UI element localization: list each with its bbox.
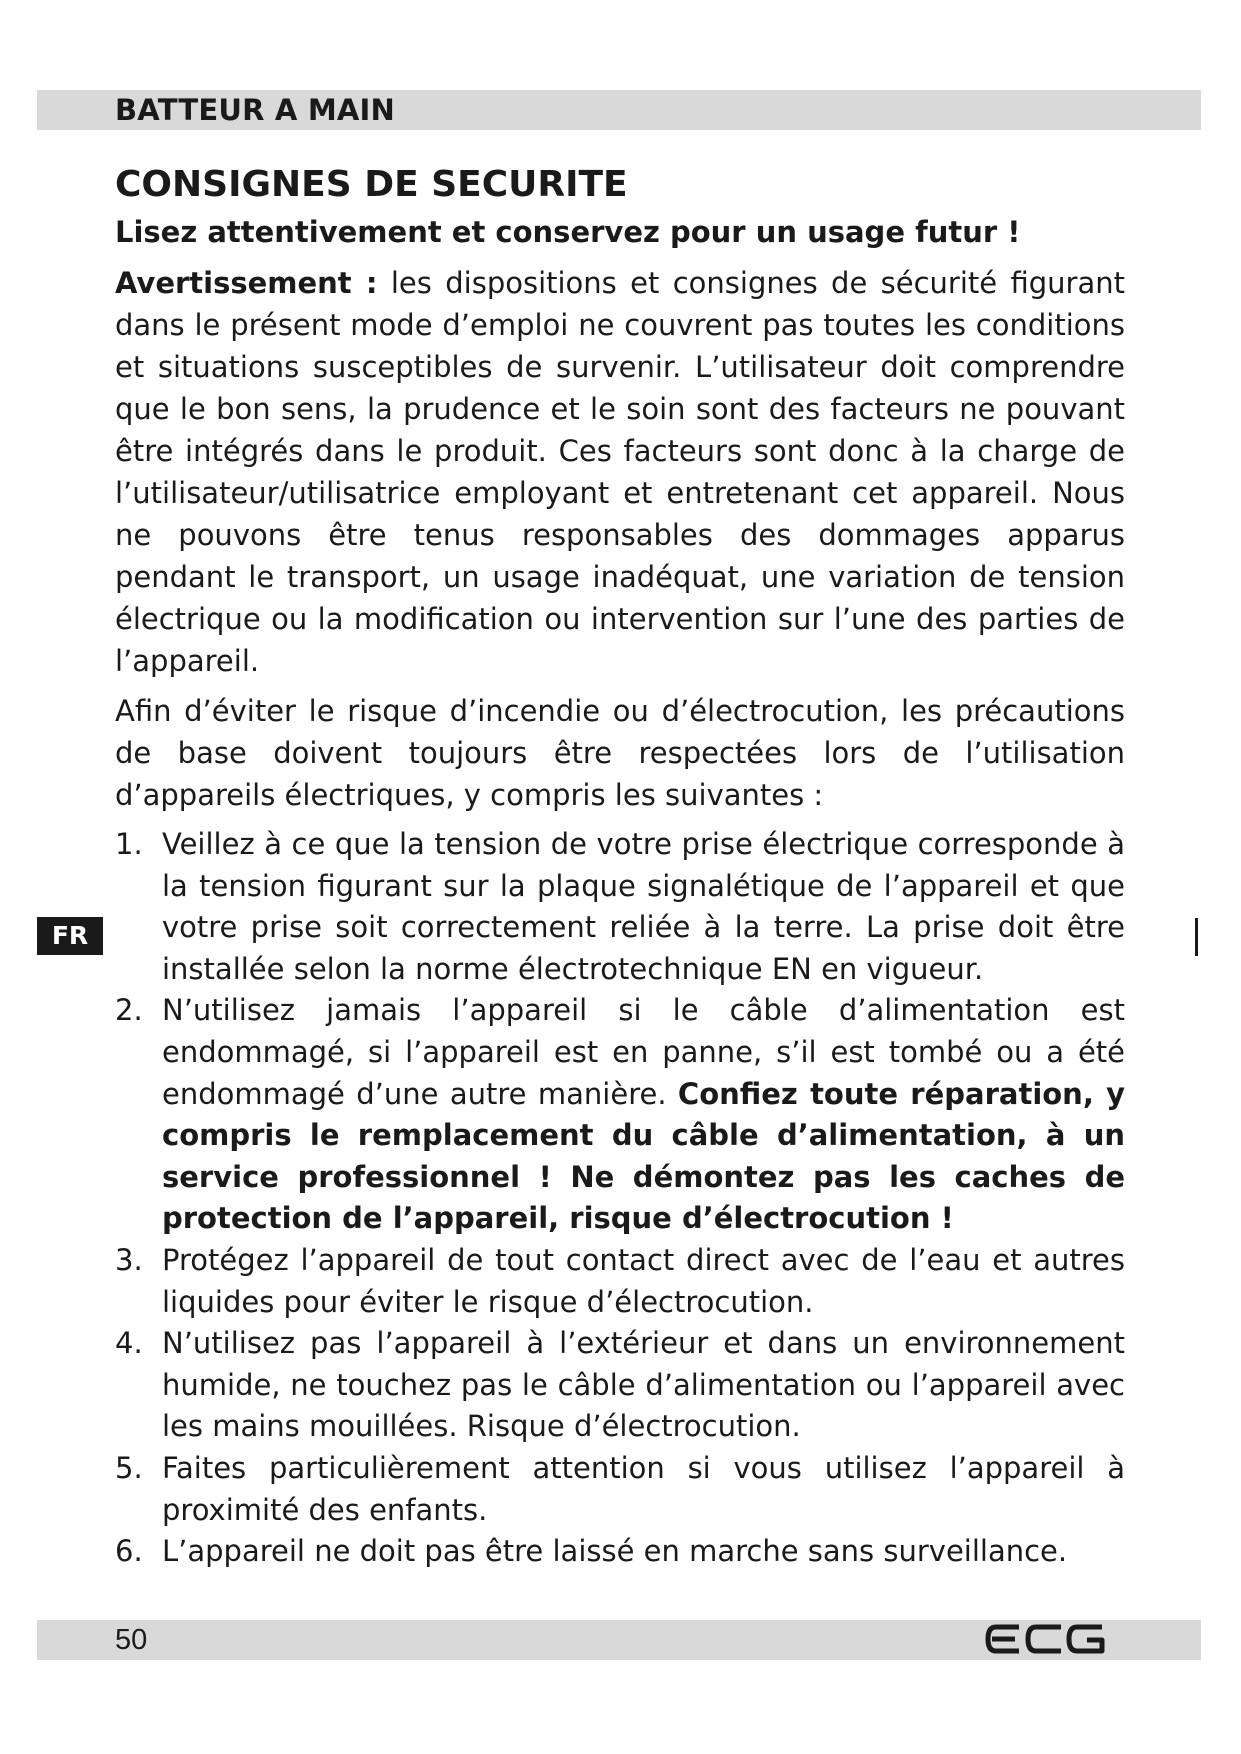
item-text: N’utilisez pas l’appareil à l’extérieur et dans un environnement humide, ne touchez pas le câble d’alimentation ou l’appareil avec les mains mouillées. Risque d’électrocution. xyxy=(162,1326,1125,1444)
document-title: BATTEUR A MAIN xyxy=(115,93,396,127)
main-content xyxy=(115,160,1125,1573)
warning-paragraph xyxy=(115,262,1125,682)
item-number: 3. xyxy=(115,1242,143,1277)
item-number: 4. xyxy=(115,1326,143,1361)
item-text: L’appareil ne doit pas être laissé en marche sans surveillance. xyxy=(162,1534,1068,1569)
item-number: 5. xyxy=(115,1450,143,1485)
item-bold-text: Confiez toute réparation, y compris le remplacement du câble d’alimentation, à un service professionnel ! Ne démontez pas les caches de protection de l’appareil, risque d’électrocution ! xyxy=(162,1076,1125,1236)
logo-letter-g xyxy=(1069,1627,1102,1651)
section-heading: CONSIGNES DE SECURITE xyxy=(115,164,628,205)
warning-lead: Avertissement : xyxy=(115,266,378,300)
side-marker xyxy=(1195,918,1198,956)
list-item xyxy=(115,824,1125,990)
item-number: 6. xyxy=(115,1534,143,1569)
item-text: Faites particulièrement attention si vous utilisez l’appareil à proximité des enfants. xyxy=(162,1450,1125,1527)
page-number: 50 xyxy=(115,1624,148,1656)
safety-list xyxy=(115,824,1125,1573)
item-number: 1. xyxy=(115,827,143,861)
item-text: Protégez l’appareil de tout contact direct avec de l’eau et autres liquides pour éviter le risque d’électrocution. xyxy=(162,1242,1125,1319)
list-item xyxy=(115,1240,1125,1323)
section-subheading: Lisez attentivement et conservez pour un usage futur ! xyxy=(115,215,1021,249)
list-item xyxy=(115,1448,1125,1531)
warning-text: les dispositions et consignes de sécurité figurant dans le présent mode d’emploi ne couvrent pas toutes les conditions et situations susceptibles de survenir. L’utilisateur doit comprendre que le bon sens, la prudence et le soin sont des facteurs ne pouvant être intégrés dans le produit. Ces facteurs sont donc à la charge de l’utilisateur/utilisatrice employant et entretenant cet appareil. Nous ne pouvons être tenus responsables des dommages apparus pendant le transport, un usage inadéquat, une variation de tension électrique ou la modification ou intervention sur l’une des parties de l’appareil. xyxy=(115,266,1125,678)
item-text: N’utilisez jamais l’appareil si le câble d’alimentation est endommagé, si l’appareil est en panne, s’il est tombé ou a été endommagé d’une autre manière. xyxy=(162,993,1125,1111)
ecg-logo xyxy=(985,1623,1105,1655)
item-number: 2. xyxy=(115,993,143,1028)
list-item xyxy=(115,1323,1125,1448)
list-item xyxy=(115,1531,1125,1573)
logo-letter-c xyxy=(1028,1627,1061,1651)
list-item xyxy=(115,990,1125,1240)
intro-paragraph: Afin d’éviter le risque d’incendie ou d’électrocution, les précautions de base doivent toujours être respectées lors de l’utilisation d’appareils électriques, y compris les suivantes : xyxy=(115,694,1125,812)
language-tab: FR xyxy=(37,917,103,955)
item-text: Veillez à ce que la tension de votre prise électrique corresponde à la tension figurant sur la plaque signalétique de l’appareil et que votre prise soit correctement reliée à la terre. La prise doit être installée selon la norme électrotechnique EN en vigueur. xyxy=(162,827,1125,986)
